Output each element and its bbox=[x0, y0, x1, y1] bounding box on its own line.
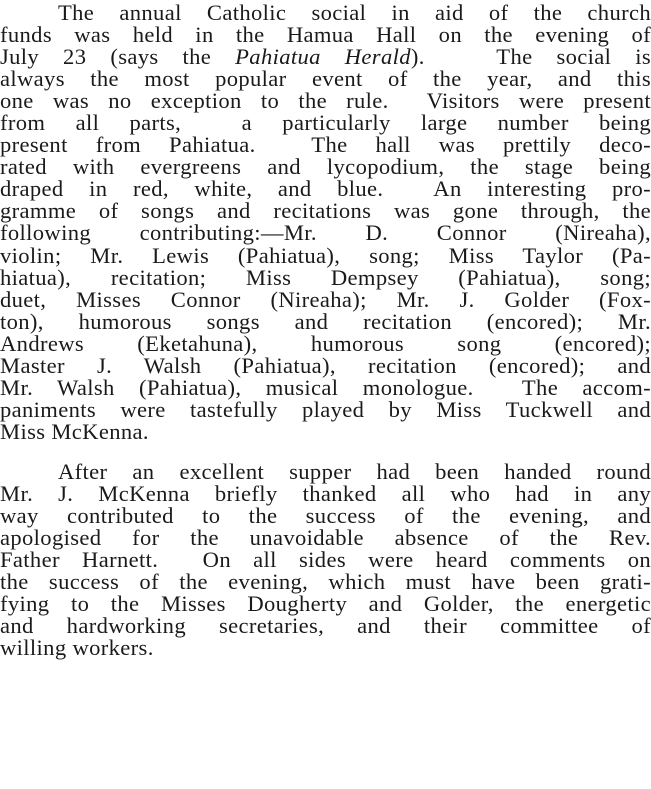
text-line bbox=[0, 458, 651, 484]
text-run: ton), humorous songs and recitation (encored); Mr. bbox=[0, 308, 651, 334]
text-line bbox=[0, 242, 651, 268]
text-run: July 23 (says the bbox=[0, 44, 236, 70]
text-line bbox=[0, 24, 651, 46]
text-line bbox=[0, 308, 651, 334]
text-run: always the most popular event of the year, and this bbox=[0, 66, 651, 92]
text-run: apologised for the unavoidable absence of the Rev. bbox=[0, 525, 651, 551]
text-run: The annual Catholic social in aid of the church bbox=[58, 0, 651, 25]
text-run: one was no exception to the rule. Visitors were present bbox=[0, 88, 651, 114]
text-line bbox=[0, 505, 651, 527]
text-line bbox=[0, 46, 651, 68]
text-run: After an excellent supper had been handed round bbox=[58, 458, 651, 484]
text-line bbox=[0, 2, 651, 24]
text-run: duet, Misses Connor (Nireaha); Mr. J. Golder (Fox- bbox=[0, 286, 651, 312]
text-run: draped in red, white, and blue. An interesting pro- bbox=[0, 176, 651, 202]
text-line bbox=[0, 112, 651, 134]
text-line bbox=[0, 593, 651, 615]
text-line bbox=[0, 418, 651, 444]
text-run: and hardworking secretaries, and their committee of bbox=[0, 613, 651, 639]
text-line bbox=[0, 264, 651, 290]
text-line bbox=[0, 200, 651, 222]
text-line bbox=[0, 549, 651, 571]
text-line bbox=[0, 571, 651, 593]
text-run: violin; Mr. Lewis (Pahiatua), song; Miss Taylor (Pa- bbox=[0, 242, 651, 268]
text-run: ). The social is bbox=[410, 44, 651, 70]
text-line bbox=[0, 374, 651, 400]
text-run: Andrews (Eketahuna), humorous song (encored); bbox=[0, 330, 651, 356]
text-run: from all parts, a particularly large number being bbox=[0, 110, 651, 136]
text-line bbox=[0, 156, 651, 178]
paragraph-supper bbox=[0, 458, 651, 661]
text-run: paniments were tastefully played by Miss Tuckwell and bbox=[0, 396, 651, 422]
text-line bbox=[0, 637, 651, 659]
text-run: willing workers. bbox=[0, 635, 154, 661]
text-line bbox=[0, 480, 651, 506]
text-line bbox=[0, 178, 651, 200]
text-line bbox=[0, 352, 651, 378]
text-run: following contributing:—Mr. D. Connor (Nireaha), bbox=[0, 220, 651, 246]
text-run: Miss McKenna. bbox=[0, 418, 149, 444]
text-run: hiatua), recitation; Miss Dempsey (Pahiatua), song; bbox=[0, 264, 651, 290]
text-line bbox=[0, 134, 651, 156]
text-line bbox=[0, 330, 651, 356]
text-line bbox=[0, 286, 651, 312]
text-run: fying to the Misses Dougherty and Golder, the energetic bbox=[0, 591, 651, 617]
text-run: present from Pahiatua. The hall was prettily deco- bbox=[0, 132, 651, 158]
text-run: the success of the evening, which must have been grati- bbox=[0, 569, 651, 595]
text-run: gramme of songs and recitations was gone through, the bbox=[0, 198, 651, 224]
text-line bbox=[0, 222, 651, 244]
text-run: Father Harnett. On all sides were heard comments on bbox=[0, 547, 651, 573]
text-run: rated with evergreens and lycopodium, the stage being bbox=[0, 154, 651, 180]
text-run: way contributed to the success of the evening, and bbox=[0, 503, 651, 529]
newspaper-title: Pahiatua Herald bbox=[235, 44, 411, 70]
text-line bbox=[0, 396, 651, 422]
text-run: funds was held in the Hamua Hall on the evening of bbox=[0, 22, 651, 48]
text-line bbox=[0, 90, 651, 112]
text-line bbox=[0, 527, 651, 549]
paragraph-social bbox=[0, 2, 651, 443]
text-line bbox=[0, 68, 651, 90]
text-run: Mr. J. McKenna briefly thanked all who had in any bbox=[0, 480, 651, 506]
text-line bbox=[0, 615, 651, 637]
text-run: Master J. Walsh (Pahiatua), recitation (encored); and bbox=[0, 352, 651, 378]
text-run: Mr. Walsh (Pahiatua), musical monologue. The accom- bbox=[0, 374, 651, 400]
